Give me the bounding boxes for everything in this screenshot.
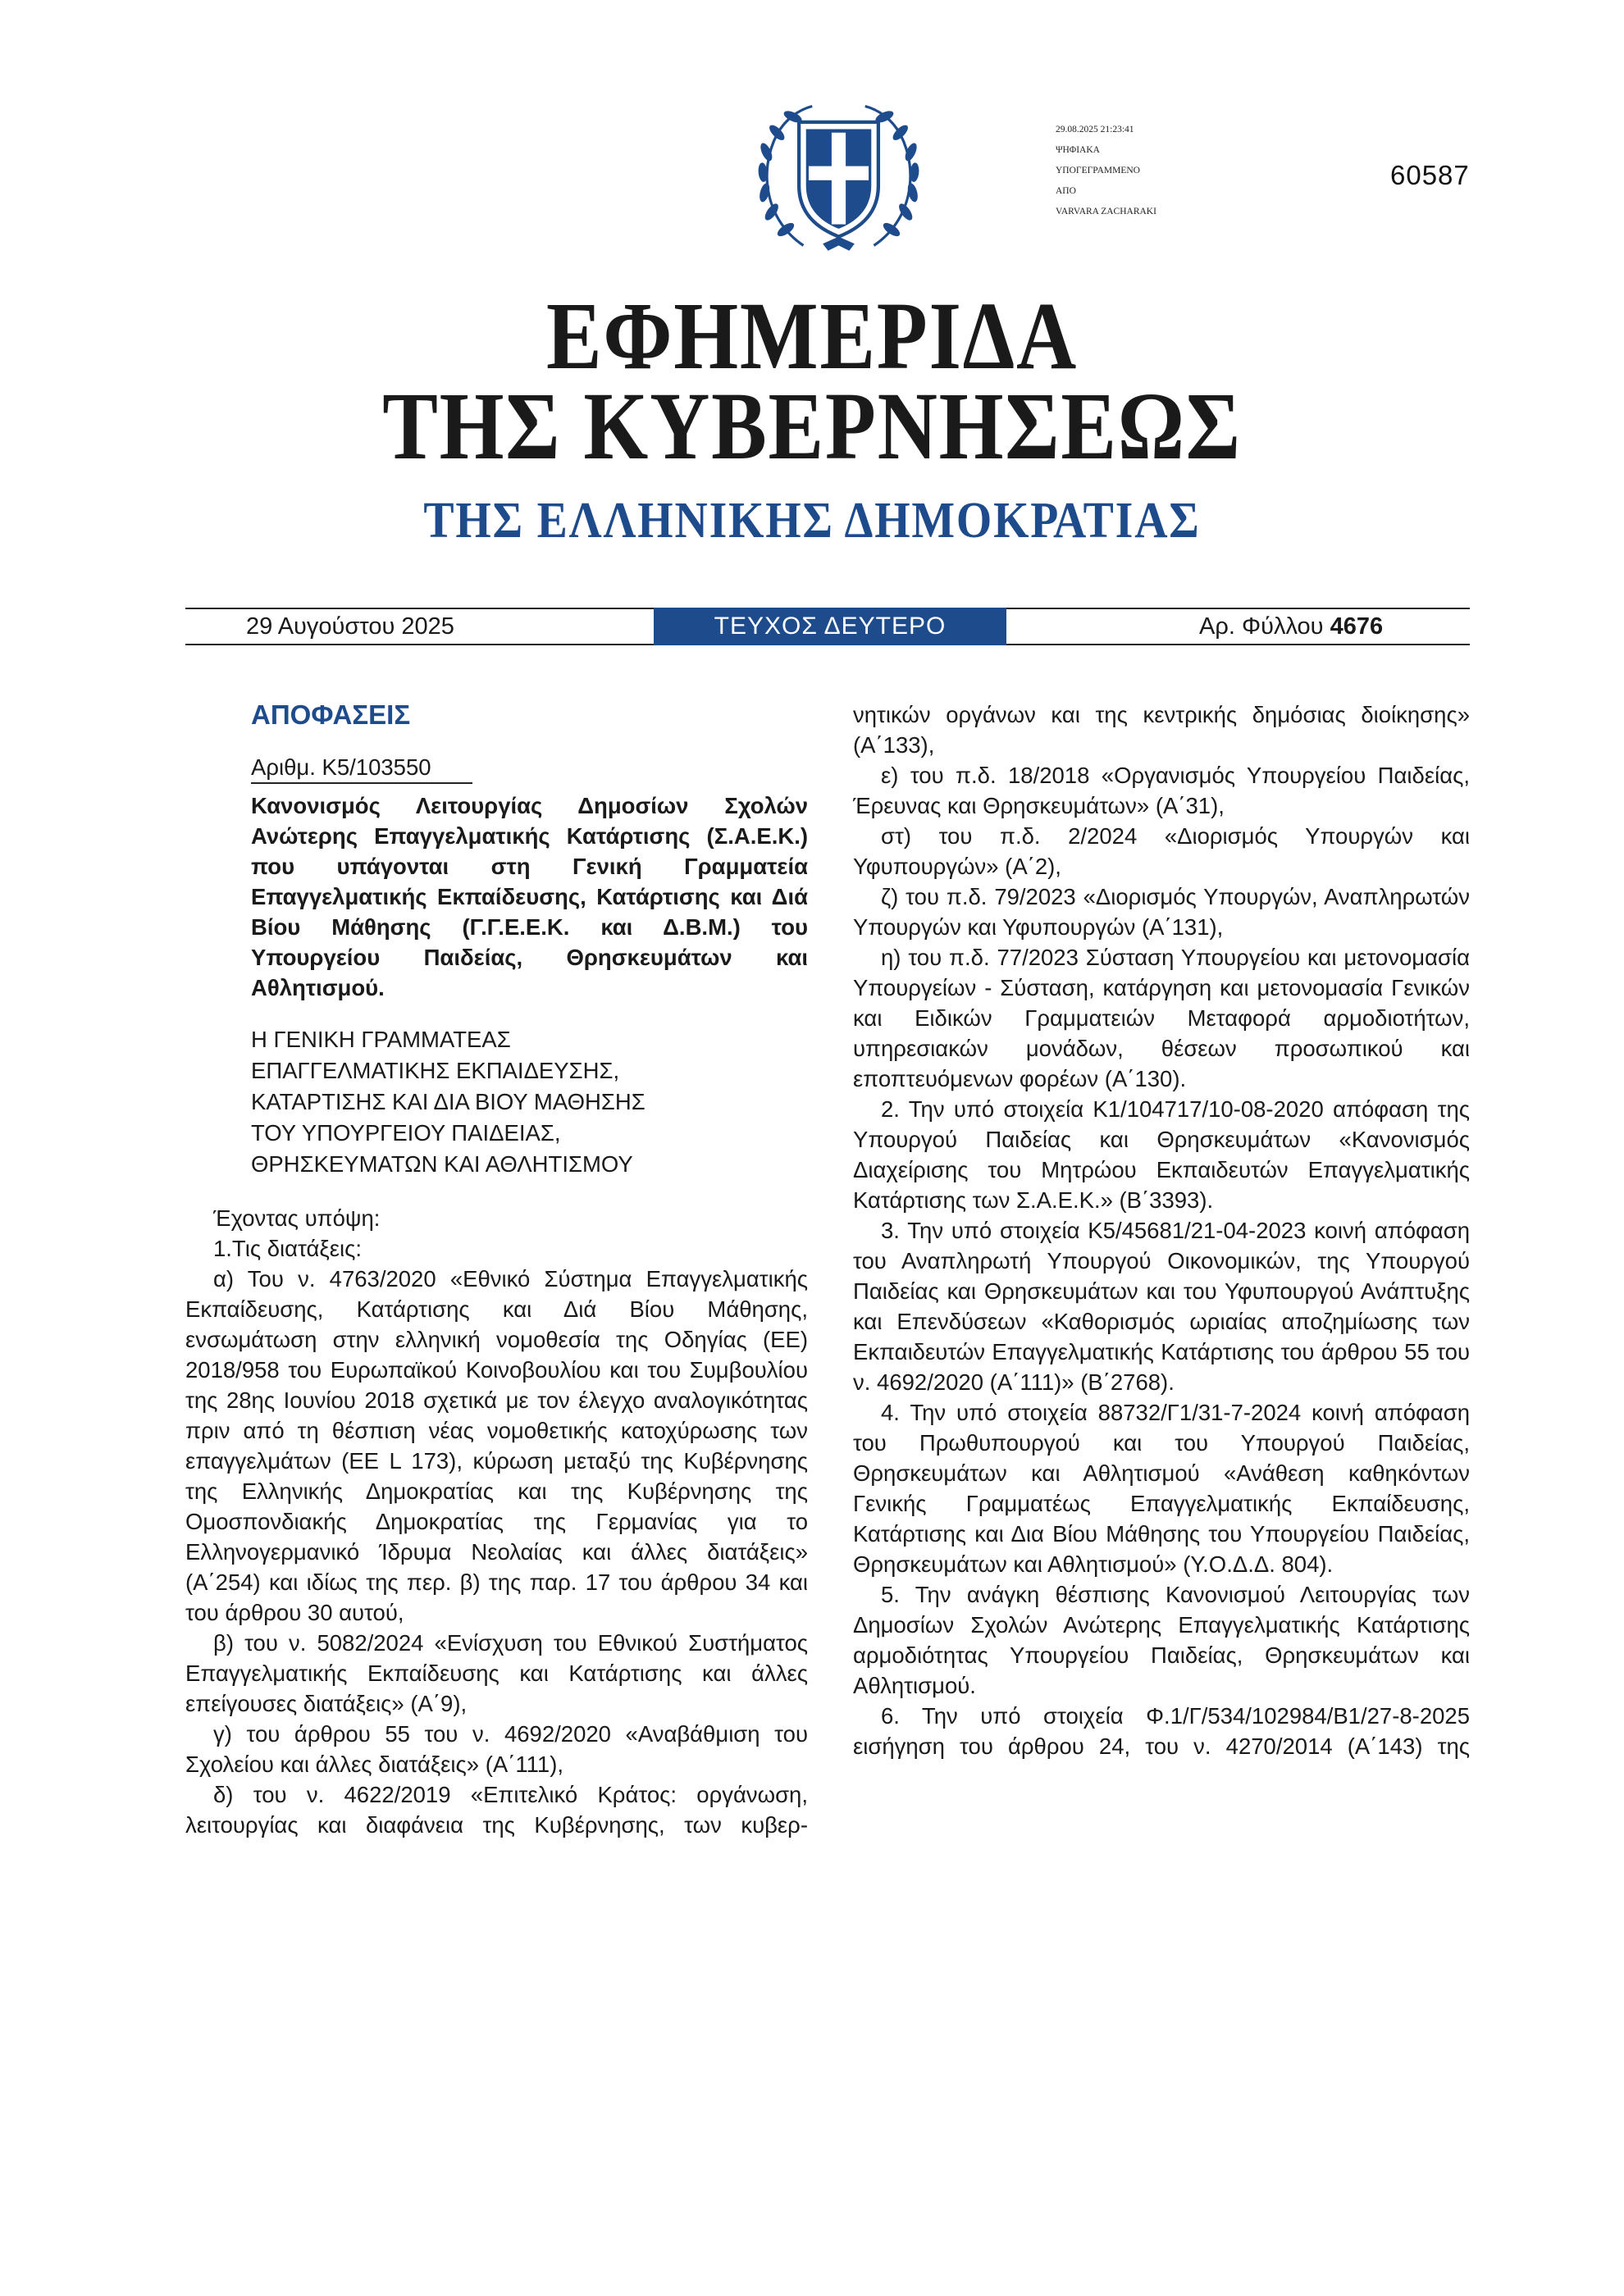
signature-line: ΥΠΟΓΕΓΡΑΜΜΕΝΟ — [1056, 166, 1140, 175]
page-number: 60587 — [1390, 160, 1470, 190]
issuing-authority — [251, 1024, 808, 1180]
authority-line: Η ΓΕΝΙΚΗ ΓΡΑΜΜΑΤΕΑΣ — [251, 1027, 511, 1052]
authority-line: ΚΑΤΑΡΤΙΣΗΣ ΚΑΙ ΔΙΑ ΒΙΟΥ ΜΑΘΗΣΗΣ — [251, 1089, 645, 1114]
issue-series-badge: ΤΕΥΧΟΣ ΔΕΥΤΕΡΟ — [654, 608, 1006, 645]
paragraph: νητικών οργάνων και της κεντρικής δημόσιας διοίκησης» (Α΄133), — [853, 702, 1470, 758]
paragraph: γ) του άρθρου 55 του ν. 4692/2020 «Αναβάθμιση του Σχολείου και άλλες διατάξεις» (Α΄111), — [185, 1721, 808, 1777]
paragraph: 6. Την υπό στοιχεία Φ.1/Γ/534/102984/Β1/27-8-2025 εισήγηση του άρθρου 24, του ν. 4270/2014 (Α΄143) της — [853, 1703, 1470, 1759]
signature-line: VARVARA ZACHARAKI — [1056, 207, 1156, 216]
section-title: ΑΠΟΦΑΣΕΙΣ — [251, 699, 411, 730]
paragraph: 5. Την ανάγκη θέσπισης Κανονισμού Λειτουργίας των Δημοσίων Σχολών Ανώτερης Επαγγελματικής Κατάρτισης αρμοδιότητας Υπουργείου Παιδείας, Θρησκευμάτων και Αθλητισμού. — [853, 1582, 1470, 1698]
issue-date: 29 Αυγούστου 2025 — [246, 613, 454, 640]
right-column — [853, 699, 1470, 1761]
authority-line: ΘΡΗΣΚΕΥΜΑΤΩΝ ΚΑΙ ΑΘΛΗΤΙΣΜΟΥ — [251, 1151, 633, 1177]
hellenic-republic-emblem-icon — [750, 89, 927, 265]
masthead-title-line1: ΕΦΗΜΕΡΙΔΑ — [545, 282, 1079, 390]
paragraph: 3. Την υπό στοιχεία Κ5/45681/21-04-2023 κοινή απόφαση του Αναπληρωτή Υπουργού Οικονομικών, της Υπουργού Παιδείας και Θρησκευμάτων και του Υφυπουργού Ανάπτυξης και Επενδύσεων «Καθορισμός ωριαίας αποζημίωσης των Εκπαιδευτών Επαγγελματικής Κατάρτισης του άρθρου 55 του ν. 4692/2020 (Α΄111)» (Β΄2768). — [853, 1218, 1470, 1395]
digital-signature-stamp — [1056, 120, 1156, 222]
authority-line: ΕΠΑΓΓΕΛΜΑΤΙΚΗΣ ΕΚΠΑΙΔΕΥΣΗΣ, — [251, 1058, 620, 1083]
sheet-label: Αρ. Φύλλου — [1199, 613, 1324, 640]
paragraph: η) του π.δ. 77/2023 Σύσταση Υπουργείου και μετονομασία Υπουργείων - Σύσταση, κατάργηση και μετονομασία Γενικών και Ειδικών Γραμματειών Μεταφορά αρμοδιοτήτων, υπηρεσιακών μονάδων, θέσεων προσωπικού και εποπτευόμενων φορέων (Α΄130). — [853, 945, 1470, 1091]
paragraph: στ) του π.δ. 2/2024 «Διορισμός Υπουργών και Υφυπουργών» (Α΄2), — [853, 823, 1470, 879]
masthead-title-line2: ΤΗΣ ΚΥΒΕΡΝΗΣΕΩΣ — [382, 372, 1242, 480]
sheet-number: 4676 — [1330, 613, 1384, 640]
paragraph: α) Του ν. 4763/2020 «Εθνικό Σύστημα Επαγγελματικής Εκπαίδευσης, Κατάρτισης και Διά Βίου Μάθησης, ενσωμάτωση στην ελληνική νομοθεσία της Οδηγίας (ΕΕ) 2018/958 του Ευρωπαϊκού Κοινοβουλίου και του Συμβουλίου της 28ης Ιουνίου 2018 σχετικά με τον έλεγχο αναλογικότητας πριν από τη θέσπιση νέας νομοθετικής κατοχύρωσης των επαγγελμάτων (ΕΕ L 173), κύρωση μεταξύ της Κυβέρνησης της Ελληνικής Δημοκρατίας και της Κυβέρνησης της Ομοσπονδιακής Δημοκρατίας της Γερμανίας για το Ελληνογερμανικό Ίδρυμα Νεολαίας και άλλες διατάξεις» (Α΄254) και ιδίως της περ. β) της παρ. 17 του άρθρου 34 και του άρθρου 30 αυτού, — [185, 1266, 808, 1625]
paragraph: 1.Τις διατάξεις: — [213, 1236, 362, 1261]
signature-line: ΑΠΟ — [1056, 186, 1076, 196]
considering-heading: Έχοντας υπόψη: — [213, 1205, 381, 1231]
paragraph: ζ) του π.δ. 79/2023 «Διορισμός Υπουργών, Αναπληρωτών Υπουργών και Υφυπουργών (Α΄131), — [853, 884, 1470, 940]
masthead-subtitle: ΤΗΣ ΕΛΛΗΝΙΚΗΣ ΔΗΜΟΚΡΑΤΙΑΣ — [423, 493, 1201, 549]
signature-timestamp: 29.08.2025 21:23:41 — [1056, 125, 1134, 134]
decision-number: Αριθμ. Κ5/103550 — [251, 753, 472, 784]
issue-sheet-number — [1199, 612, 1383, 641]
paragraph: 4. Την υπό στοιχεία 88732/Γ1/31-7-2024 κοινή απόφαση του Πρωθυπουργού και του Υπουργού Παιδείας, Θρησκευμάτων και Αθλητισμού «Ανάθεση καθηκόντων Γενικής Γραμματέως Επαγγελματικής Εκπαίδευσης, Κατάρτισης και Δια Βίου Μάθησης του Υπουργείου Παιδείας, Θρησκευμάτων και Αθλητισμού» (Υ.Ο.Δ.Δ. 804). — [853, 1400, 1470, 1577]
paragraph: δ) του ν. 4622/2019 «Επιτελικό Κράτος: οργάνωση, λειτουργίας και διαφάνεια της Κυβέρνησης, των κυβερ- — [185, 1782, 808, 1838]
paragraph: β) του ν. 5082/2024 «Ενίσχυση του Εθνικού Συστήματος Επαγγελματικής Εκπαίδευσης και Κατάρτισης και άλλες επείγουσες διατάξεις» (Α΄9), — [185, 1630, 808, 1716]
left-column — [185, 697, 808, 1840]
decision-title: Κανονισμός Λειτουργίας Δημοσίων Σχολών Ανώτερης Επαγγελματικής Κατάρτισης (Σ.Α.Ε.Κ.) που υπάγονται στη Γενική Γραμματεία Επαγγελματικής Εκπαίδευσης, Κατάρτισης και Διά Βίου Μάθησης (Γ.Γ.Ε.Ε.Κ. και Δ.Β.Μ.) του Υπουργείου Παιδείας, Θρησκευμάτων και Αθλητισμού. — [251, 793, 808, 1000]
paragraph: ε) του π.δ. 18/2018 «Οργανισμός Υπουργείου Παιδείας, Έρευνας και Θρησκευμάτων» (Α΄31), — [853, 763, 1470, 818]
signature-line: ΨΗΦΙΑΚΑ — [1056, 145, 1100, 155]
authority-line: ΤΟΥ ΥΠΟΥΡΓΕΙΟΥ ΠΑΙΔΕΙΑΣ, — [251, 1120, 561, 1146]
paragraph: 2. Την υπό στοιχεία Κ1/104717/10-08-2020 απόφαση της Υπουργού Παιδείας και Θρησκευμάτων «Κανονισμός Διαχείρισης του Μητρώου Εκπαιδευτών Επαγγελματικής Κατάρτισης των Σ.Α.Ε.Κ.» (Β΄3393). — [853, 1096, 1470, 1213]
